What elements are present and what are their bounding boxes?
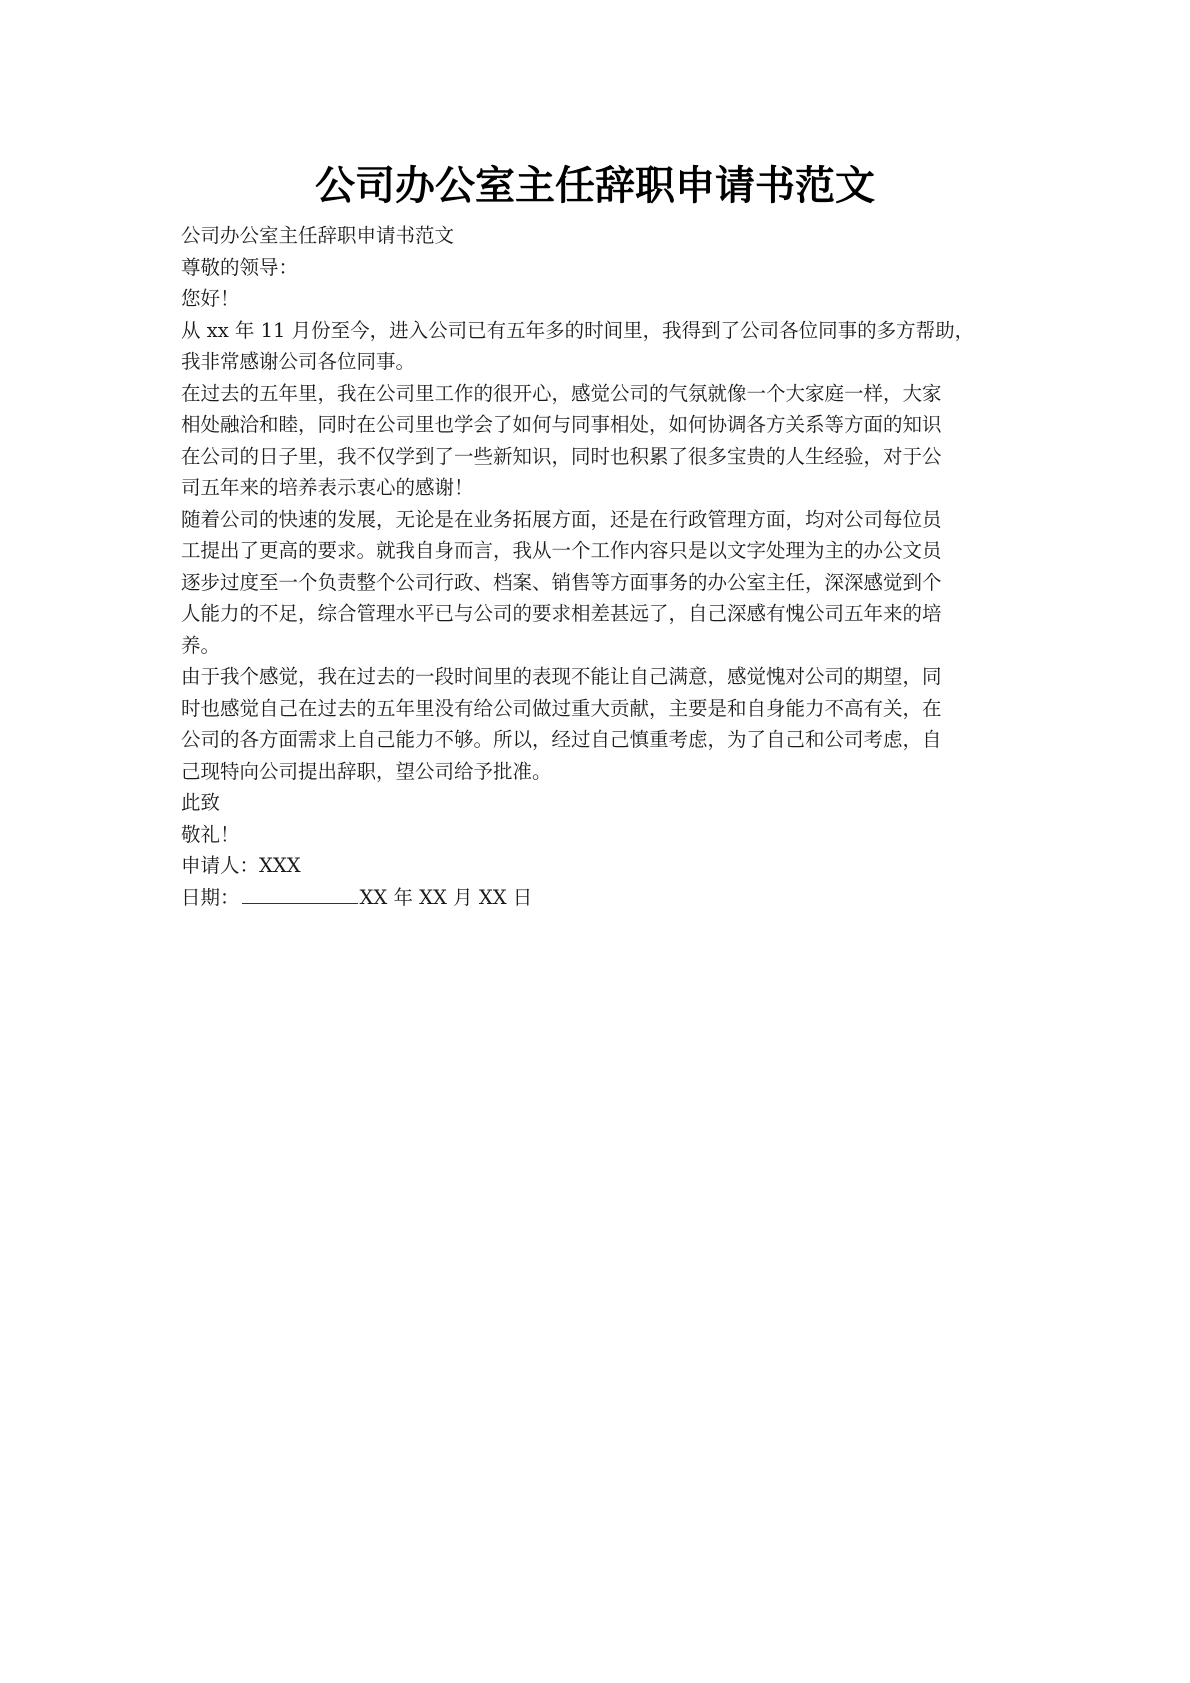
paragraph-line: 人能力的不足，综合管理水平已与公司的要求相差甚远了，自己深感有愧公司五年来的培 [181, 602, 942, 625]
document-body [181, 220, 1021, 913]
subtitle-line: 公司办公室主任辞职申请书范文 [181, 224, 455, 247]
paragraph-3 [181, 504, 1021, 662]
paragraph-line: 由于我个感觉，我在过去的一段时间里的表现不能让自己满意，感觉愧对公司的期望，同 [181, 665, 942, 688]
paragraph-line: 从 xx 年 11 月份至今，进入公司已有五年多的时间里，我得到了公司各位同事的多方帮助， [181, 318, 975, 342]
greeting-line: 您好！ [181, 287, 240, 310]
paragraph-line: 时也感觉自己在过去的五年里没有给公司做过重大贡献，主要是和自身能力不高有关，在 [181, 696, 942, 720]
closing-line-1: 此致 [181, 791, 221, 814]
paragraph-line: 相处融洽和睦，同时在公司里也学会了如何与同事相处，如何协调各方关系等方面的知识 [181, 413, 942, 436]
paragraph-line: 公司的各方面需求上自己能力不够。所以，经过自己慎重考虑，为了自己和公司考虑，自 [181, 728, 942, 751]
paragraph-line: 随着公司的快速的发展，无论是在业务拓展方面，还是在行政管理方面，均对公司每位员 [181, 507, 942, 531]
paragraph-line: 在公司的日子里，我不仅学到了一些新知识，同时也积累了很多宝贵的人生经验，对于公 [181, 444, 942, 468]
date-label: 日期： [181, 885, 240, 909]
date-blank-underline [242, 885, 358, 904]
date-value: XX 年 XX 月 XX 日 [359, 885, 533, 909]
paragraph-line: 己现特向公司提出辞职，望公司给予批准。 [181, 759, 552, 783]
paragraph-line: 我非常感谢公司各位同事。 [181, 350, 416, 373]
paragraph-2 [181, 378, 1021, 504]
paragraph-line: 养。 [181, 633, 221, 657]
salutation-line: 尊敬的领导： [181, 255, 299, 279]
paragraph-line: 逐步过度至一个负责整个公司行政、档案、销售等方面事务的办公室主任，深深感觉到个 [181, 570, 942, 594]
paragraph-line: 在过去的五年里，我在公司里工作的很开心，感觉公司的气氛就像一个大家庭一样，大家 [181, 381, 942, 405]
paragraph-line: 工提出了更高的要求。就我自身而言，我从一个工作内容只是以文字处理为主的办公文员 [181, 539, 942, 562]
applicant-line: 申请人：XXX [181, 854, 301, 877]
document-title: 公司办公室主任辞职申请书范文 [315, 163, 875, 209]
paragraph-1 [181, 315, 1021, 378]
closing-line-2: 敬礼！ [181, 822, 240, 846]
paragraph-4 [181, 661, 1021, 787]
date-line [181, 882, 1021, 914]
paragraph-line: 司五年来的培养表示衷心的感谢！ [181, 476, 474, 499]
